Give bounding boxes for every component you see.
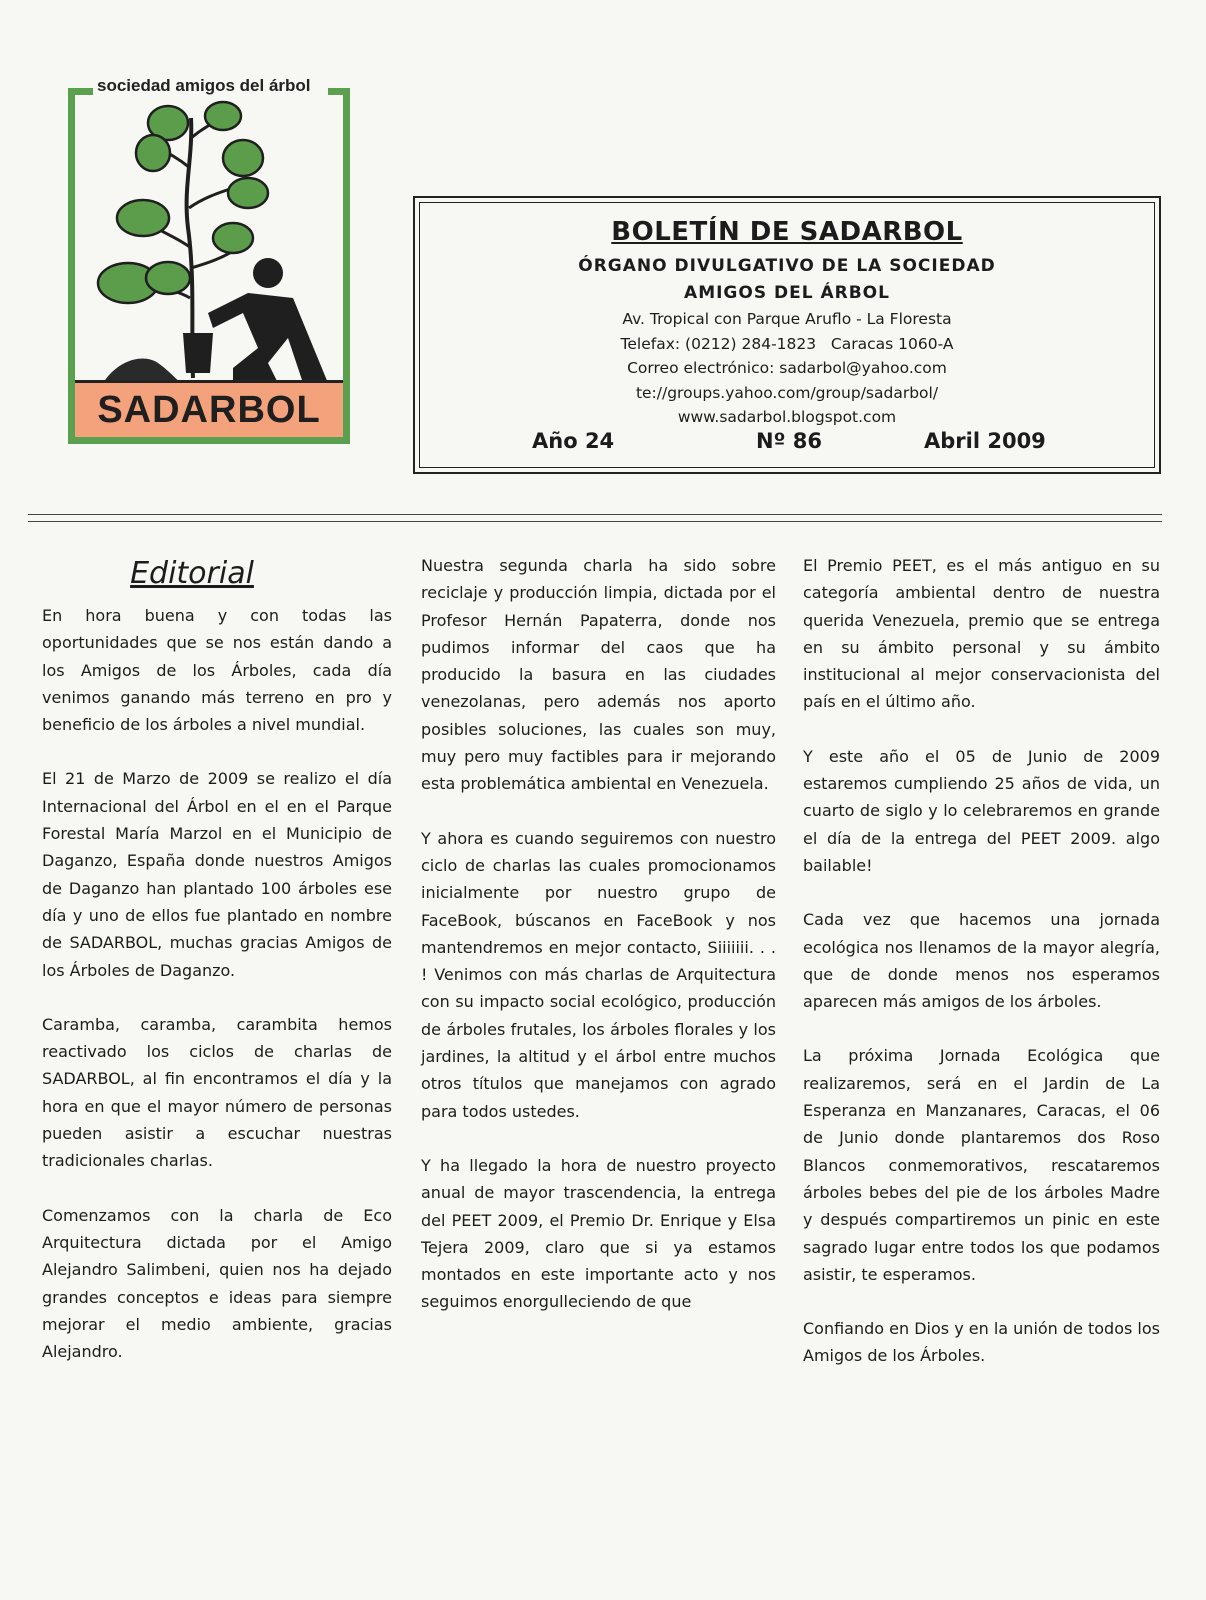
paragraph: La próxima Jornada Ecológica que realizaremos, será en el Jardin de La Esperanza en Manzanares, Caracas, el 06 de Junio donde plantaremos dos Roso Blancos conmemorativos, rescataremos árboles bebes del pie de los árboles Madre y después compartiremos un pinic en este sagrado lugar entre todos los que podamos asistir, te esperamos.: [803, 1046, 1160, 1284]
paragraph: Y ha llegado la hora de nuestro proyecto anual de mayor trascendencia, la entrega del PEET 2009, el Premio Dr. Enrique y Elsa Tejera 2009, claro que si ya estamos montados en este importante acto y nos seguimos enorgulleciendo de que: [421, 1155, 776, 1312]
paragraph: Cada vez que hacemos una jornada ecológica nos llenamos de la mayor alegría, que de donde menos nos esperamos aparecen más amigos de los árboles.: [803, 910, 1160, 1012]
phone: Telefax: (0212) 284-1823 Caracas 1060-A: [620, 334, 954, 353]
separator-line: [28, 514, 1162, 515]
newsletter-header: [413, 196, 1161, 474]
group-url: te://groups.yahoo.com/group/sadarbol/: [635, 383, 939, 402]
column-2: [421, 552, 776, 1343]
paragraph: Comenzamos con la charla de Eco Arquitectura dictada por el Amigo Alejandro Salimbeni, quien nos ha dejado grandes conceptos e ideas para siempre mejorar el medio ambiente, gracias Alejandro.: [42, 1205, 392, 1362]
paragraph: Y este año el 05 de Junio de 2009 estaremos cumpliendo 25 años de vida, un cuarto de siglo y lo celebraremos en grande el día de la entrega del PEET 2009. algo bailable!: [803, 746, 1160, 875]
issue-date: Abril 2009: [924, 429, 1046, 453]
issue-year: Año 24: [532, 429, 615, 453]
column-1: [42, 552, 392, 1392]
blog-url: www.sadarbol.blogspot.com: [677, 408, 897, 426]
paragraph: Nuestra segunda charla ha sido sobre reciclaje y producción limpia, dictada por el Profesor Hernán Papaterra, donde nos pudimos informar del caos que ha producido la basura en las ciudades venezolanas, pero además nos aporto posibles soluciones, las cuales son muy, muy pero muy factibles para ir mejorando esta problemática ambiental en Venezuela.: [421, 556, 776, 794]
email: Correo electrónico: sadarbol@yahoo.com: [627, 359, 947, 377]
logo-name-band: SADARBOL: [75, 380, 343, 437]
issue-number: Nº 86: [756, 429, 822, 453]
org-line-2: AMIGOS DEL ÁRBOL: [684, 283, 890, 303]
paragraph: El 21 de Marzo de 2009 se realizo el día Internacional del Árbol en el en el Parque Forestal María Marzol en el Municipio de Daganzo, España donde nuestros Amigos de Daganzo han plantado 100 árboles ese día y uno de ellos fue plantado en nombre de SADARBOL, muchas gracias Amigos de los Árboles de Daganzo.: [42, 769, 392, 980]
column-3: [803, 552, 1160, 1397]
paragraph: Caramba, caramba, carambita hemos reactivado los ciclos de charlas de SADARBOL, al fin encontramos el día y la hora en que el mayor número de personas pueden asistir a escuchar nuestras tradicionales charlas.: [42, 1014, 392, 1171]
address: Av. Tropical con Parque Aruflo - La Floresta: [622, 310, 952, 328]
tree-planter-icon: [83, 98, 333, 388]
paragraph: En hora buena y con todas las oportunidades que se nos están dando a los Amigos de los Árboles, cada día venimos ganando más terreno en pro y beneficio de los árboles a nivel mundial.: [42, 606, 392, 735]
logo-tagline: sociedad amigos del árbol: [93, 76, 315, 96]
sadarbol-logo: [68, 76, 350, 444]
editorial-heading: Editorial: [130, 556, 254, 591]
separator-line: [28, 521, 1162, 522]
paragraph: El Premio PEET, es el más antiguo en su categoría ambiental dentro de nuestra querida Venezuela, premio que se entrega en su ámbito personal y su ámbito institucional al mejor conservacionista del país en el último año.: [803, 556, 1160, 712]
paragraph: Y ahora es cuando seguiremos con nuestro ciclo de charlas las cuales promocionamos inicialmente por nuestro grupo de FaceBook, búscanos en FaceBook y nos mantendremos en mejor contacto, Siiiiiii. . . ! Venimos con más charlas de Arquitectura con su impacto social ecológico, producción de árboles frutales, los árboles florales y los jardines, la altitud y el árbol entre muchos otros títulos que manejamos con agrado para todos ustedes.: [421, 828, 776, 1121]
paragraph: Confiando en Dios y en la unión de todos los Amigos de los Árboles.: [803, 1319, 1160, 1366]
org-line-1: ÓRGANO DIVULGATIVO DE LA SOCIEDAD: [578, 256, 996, 276]
newsletter-title: BOLETÍN DE SADARBOL: [611, 217, 963, 247]
